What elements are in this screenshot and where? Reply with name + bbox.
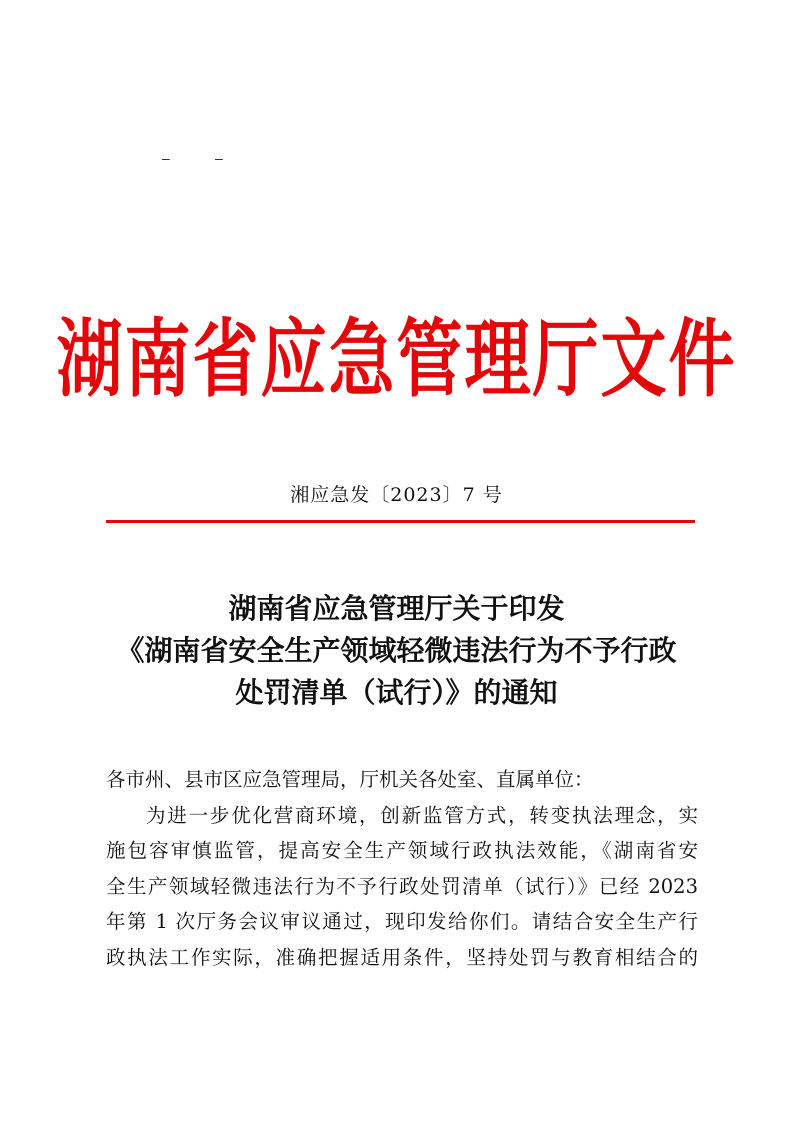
issuing-authority-header: 湖南省应急管理厅文件 [56, 310, 737, 409]
notice-title-line-1: 湖南省应急管理厅关于印发 [228, 592, 565, 625]
notice-title [0, 588, 793, 714]
body-line-2: 施包容审慎监管，提高安全生产领域行政执法效能，《湖南省安 [106, 839, 698, 862]
body-line-1: 为进一步优化营商环境，创新监管方式，转变执法理念，实 [146, 803, 698, 827]
body-line-5: 政执法工作实际，准确把握适用条件，坚持处罚与教育相结合的 [106, 945, 698, 969]
body-line-3: 全生产领域轻微违法行为不予行政处罚清单（试行）》已经 2023 [106, 874, 698, 898]
top-dash-left: – [162, 150, 170, 166]
salutation-line: 各市州、县市区应急管理局，厅机关各处室、直属单位： [106, 768, 594, 791]
top-dash-right: – [215, 150, 223, 166]
body-text [106, 762, 698, 975]
document-number: 湘应急发〔2023〕7 号 [290, 484, 503, 506]
notice-title-line-3: 处罚清单（试行）》的通知 [235, 676, 558, 709]
red-separator-line [106, 520, 695, 523]
notice-title-line-2: 《湖南省安全生产领域轻微违法行为不予行政 [116, 634, 677, 667]
body-line-4: 年第 1 次厅务会议审议通过，现印发给你们。请结合安全生产行 [106, 910, 698, 933]
